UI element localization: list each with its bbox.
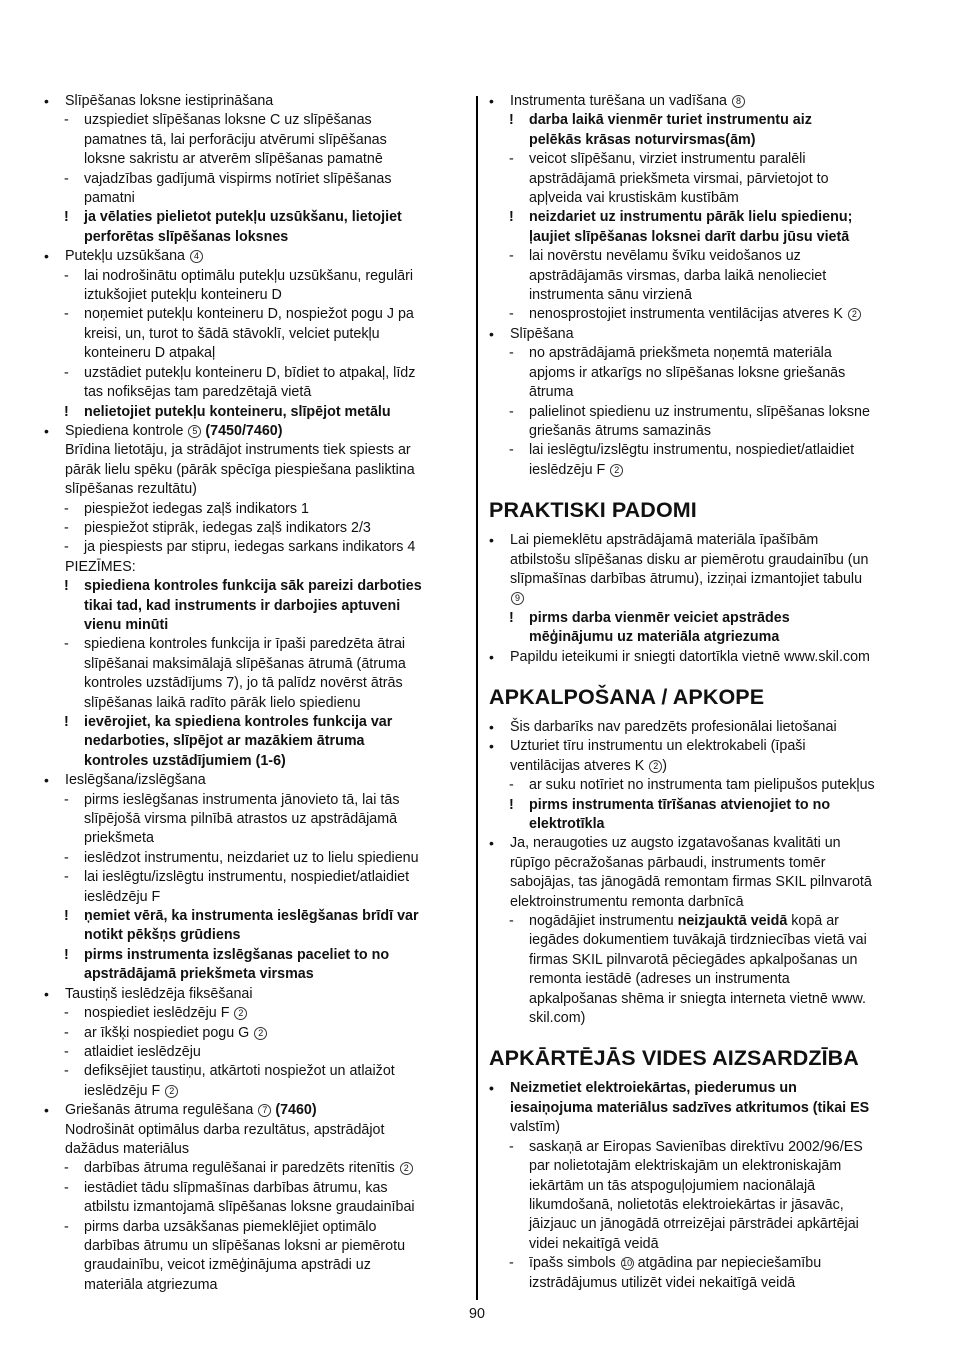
text-line bbox=[489, 718, 911, 737]
figure-ref-icon: 10 bbox=[622, 1258, 633, 1269]
line-text: ievērojiet, ka spiediena kontroles funkcija var bbox=[84, 714, 393, 730]
line-text: elektroinstrumentu remonta darbnīcā bbox=[510, 893, 744, 910]
line-text: vienu minūti bbox=[84, 616, 169, 633]
figure-ref-icon: 4 bbox=[190, 250, 203, 263]
text-line bbox=[44, 888, 466, 907]
line-text: spiediena kontroles funkcija ir īpaši paredzēta ātrai bbox=[84, 636, 406, 653]
text-line bbox=[44, 500, 466, 519]
text-line bbox=[44, 868, 466, 887]
text-line bbox=[44, 1121, 466, 1140]
left-column bbox=[44, 92, 466, 1295]
line-text: iestādiet tādu slīpmašīnas darbības ātrumu, kas bbox=[84, 1179, 388, 1196]
line-text: Ieslēgšana/izslēgšana bbox=[65, 772, 206, 789]
line-text: notikt pēkšņs grūdiens bbox=[84, 927, 241, 944]
line-text: pirms darba uzsākšanas piemeklējiet optimālo bbox=[84, 1218, 377, 1235]
line-text: no apstrādājamā priekšmeta noņemtā materiāla bbox=[529, 345, 832, 362]
text-line bbox=[44, 519, 466, 538]
line-text: lai ieslēgtu/izslēgtu instrumentu, nospiediet/atlaidiet bbox=[529, 442, 855, 459]
line-text: skil.com) bbox=[529, 1010, 586, 1027]
line-text: darba laikā vienmēr turiet instrumentu aiz bbox=[529, 112, 812, 129]
text-line bbox=[44, 1237, 466, 1256]
text-line bbox=[44, 1218, 466, 1237]
text-line bbox=[489, 970, 911, 989]
line-text: videi nekaitīgā veidā bbox=[529, 1235, 659, 1252]
line-text: Spiediena kontrole bbox=[65, 422, 184, 439]
figure-ref-icon: 9 bbox=[511, 592, 524, 605]
line-text: priekšmeta bbox=[84, 830, 154, 847]
warning-line bbox=[489, 111, 911, 130]
text-line bbox=[489, 854, 911, 873]
text-line bbox=[489, 815, 911, 834]
line-text: ar īkšķi nospiediet pogu G bbox=[84, 1024, 250, 1041]
line-text: pirms ieslēgšanas instrumenta jānovieto tā, lai tās bbox=[84, 791, 400, 808]
text-line bbox=[489, 951, 911, 970]
line-text: Instrumenta turēšana un vadīšana bbox=[510, 93, 727, 109]
line-tail: kopā ar bbox=[787, 913, 839, 930]
section-heading: PRAKTISKI PADOMI bbox=[489, 498, 697, 523]
figure-ref-icon: 8 bbox=[732, 95, 745, 108]
line-text: loksne sakristu ar atverēm slīpēšanas pamatnē bbox=[84, 151, 383, 168]
text-line bbox=[489, 589, 911, 608]
text-line bbox=[44, 985, 466, 1004]
text-line bbox=[44, 228, 466, 247]
line-text: Lai piemeklētu apstrādājamā materiāla īpašībām bbox=[510, 532, 819, 549]
text-line bbox=[489, 531, 911, 550]
text-line bbox=[44, 1062, 466, 1081]
line-suffix: ) bbox=[662, 757, 668, 774]
text-line bbox=[44, 1276, 466, 1295]
text-line bbox=[489, 150, 911, 169]
text-line bbox=[489, 189, 911, 208]
line-text: darbības ātrumu un slīpēšanas loksni ar piemērotu bbox=[84, 1237, 406, 1254]
line-text: iesaiņojuma materiālus sadzīves atkritumos bbox=[510, 1099, 809, 1116]
text-line bbox=[44, 1004, 466, 1023]
text-line bbox=[489, 228, 911, 247]
line-text: atlaidiet ieslēdzēju bbox=[84, 1043, 201, 1060]
text-line bbox=[489, 737, 911, 756]
text-line bbox=[44, 616, 466, 635]
line-text: veicot slīpēšanu, virziet instrumentu paralēli bbox=[529, 151, 806, 168]
figure-ref-icon: 5 bbox=[188, 425, 201, 438]
warning-line bbox=[489, 796, 911, 815]
warning-line bbox=[489, 208, 911, 227]
text-line bbox=[44, 674, 466, 693]
text-line bbox=[44, 791, 466, 810]
line-text: nenosprostojiet instrumenta ventilācijas atveres K bbox=[529, 306, 843, 323]
line-text: materiāla atgriezuma bbox=[84, 1276, 218, 1293]
line-text: nedarboties, slīpējot ar mazākiem ātruma bbox=[84, 733, 365, 750]
line-text: ieslēdzēju F bbox=[529, 461, 606, 478]
text-line bbox=[44, 364, 466, 383]
text-line bbox=[44, 810, 466, 829]
warning-line bbox=[44, 907, 466, 926]
warning-line bbox=[44, 713, 466, 732]
warning-line bbox=[44, 403, 466, 422]
text-line bbox=[489, 648, 911, 667]
line-text: Griešanās ātruma regulēšana bbox=[65, 1102, 254, 1119]
line-text: konteineru D atpakaļ bbox=[84, 345, 216, 362]
text-line bbox=[489, 873, 911, 892]
line-text: griešanās ātrums samazinās bbox=[529, 422, 711, 439]
text-line bbox=[44, 1140, 466, 1159]
text-line bbox=[44, 247, 466, 266]
text-line bbox=[44, 538, 466, 557]
text-line bbox=[44, 1082, 466, 1101]
line-text: iegādes dokumentiem tuvākajā tirdzniecības vietā vai bbox=[529, 932, 867, 949]
line-text: pirms instrumenta izslēgšanas paceliet to no bbox=[84, 946, 390, 963]
line-text: izstrādājumus utilizēt videi nekaitīgā veidā bbox=[529, 1274, 796, 1291]
line-text: tikai tad, kad instruments ir darbojies aptuveni bbox=[84, 597, 401, 614]
line-text: lai ieslēgtu/izslēgtu instrumentu, nospiediet/atlaidiet bbox=[84, 869, 410, 886]
text-line bbox=[489, 247, 911, 266]
line-text: pirms instrumenta tīrīšanas atvienojiet to no bbox=[529, 796, 831, 813]
text-line bbox=[44, 829, 466, 848]
line-text: slīpēšanas rezultātu) bbox=[65, 481, 197, 498]
text-line bbox=[44, 1024, 466, 1043]
line-text: pelēkās krāsas noturvirsmas(ām) bbox=[529, 131, 756, 148]
line-text: firmas SKIL pilnvarotā pēciegādes apkalpošanas un bbox=[529, 951, 858, 968]
text-line bbox=[44, 383, 466, 402]
line-text: ātruma bbox=[529, 384, 574, 401]
text-line bbox=[44, 771, 466, 790]
line-text: mēģinājumu uz materiāla atgriezuma bbox=[529, 629, 780, 646]
line-text: iztukšojiet putekļu konteineru D bbox=[84, 287, 282, 304]
text-line bbox=[489, 931, 911, 950]
text-line bbox=[489, 131, 911, 150]
text-line bbox=[44, 170, 466, 189]
line-text: vajadzības gadījumā vispirms notīriet slīpēšanas bbox=[84, 170, 392, 187]
text-line bbox=[44, 558, 466, 577]
text-line bbox=[489, 286, 911, 305]
line-text: piespiežot stiprāk, iedegas zaļš indikators 2/3 bbox=[84, 519, 371, 536]
text-line bbox=[489, 1215, 911, 1234]
line-text: ieslēdzot instrumentu, neizdariet uz to lielu spiedienu bbox=[84, 849, 419, 866]
line-text: Putekļu uzsūkšana bbox=[65, 248, 186, 265]
line-text: atbilstu izmantojamā slīpēšanas loksne graudainībai bbox=[84, 1199, 415, 1216]
text-line bbox=[44, 1256, 466, 1275]
line-text: nospiediet ieslēdzēju F bbox=[84, 1005, 230, 1022]
text-line bbox=[44, 150, 466, 169]
text-line bbox=[44, 1043, 466, 1062]
line-text: slīpmašīnas darbības ātrumu), izziņai izmantojiet tabulu bbox=[510, 570, 863, 587]
warning-line bbox=[44, 577, 466, 596]
line-text: piespiežot iedegas zaļš indikators 1 bbox=[84, 500, 309, 517]
text-line bbox=[489, 1274, 911, 1293]
text-line bbox=[489, 1254, 911, 1273]
line-text: dažādus materiālus bbox=[65, 1140, 189, 1157]
line-text: sabojājas, tas jānogādā remontam firmas SKIL pilnvarotā bbox=[510, 874, 872, 891]
text-line bbox=[489, 383, 911, 402]
line-text: Slīpēšanas loksne iestiprināšana bbox=[65, 93, 274, 109]
line-text: Slīpēšana bbox=[510, 325, 574, 342]
line-text: ventilācijas atveres K bbox=[510, 757, 645, 774]
section-heading: APKALPOŠANA / APKOPE bbox=[489, 684, 765, 709]
text-line bbox=[44, 111, 466, 130]
text-line bbox=[44, 694, 466, 713]
line-text: jāizjauc un jānogādā otrreizējai pārstrādei apkārtējai bbox=[529, 1216, 859, 1233]
line-text: nogādājiet instrumentu bbox=[529, 913, 678, 930]
line-text: apkalpošanas shēma ir sniegta interneta vietnē www. bbox=[529, 990, 866, 1007]
text-line bbox=[44, 732, 466, 751]
warning-line bbox=[44, 946, 466, 965]
figure-ref-icon: 2 bbox=[649, 760, 662, 773]
line-text: defiksējiet taustiņu, atkārtoti nospiežot un atlaižot bbox=[84, 1063, 395, 1080]
figure-ref-icon: 2 bbox=[165, 1085, 178, 1098]
figure-ref-icon: 2 bbox=[400, 1162, 413, 1175]
line-text: ļaujiet slīpēšanas loksnei darīt darbu jūsu vietā bbox=[529, 228, 850, 245]
line-text: ieslēdzēju F bbox=[84, 888, 161, 905]
line-text: kontroles uzstādījumiem (1-6) bbox=[84, 752, 286, 769]
line-text: pamatni bbox=[84, 190, 135, 207]
line-text: Papildu ieteikumi ir sniegti datortīkla vietnē www.skil.com bbox=[510, 648, 870, 665]
text-line bbox=[489, 1157, 911, 1176]
text-line bbox=[489, 364, 911, 383]
text-line bbox=[44, 1198, 466, 1217]
text-line bbox=[489, 305, 911, 324]
line-text: spiediena kontroles funkcija sāk pareizi darboties bbox=[84, 578, 422, 595]
line-text: remonta iestādē (adreses un instrumenta bbox=[529, 971, 790, 988]
line-text: ar suku notīriet no instrumenta tam pielipušos putekļus bbox=[529, 777, 875, 794]
text-line bbox=[489, 757, 911, 776]
text-line bbox=[489, 344, 911, 363]
text-line bbox=[489, 267, 911, 286]
line-text: valstīm) bbox=[510, 1119, 561, 1136]
line-text: uzspiediet slīpēšanas loksne C uz slīpēšanas bbox=[84, 112, 372, 129]
text-line bbox=[44, 1179, 466, 1198]
text-line bbox=[489, 422, 911, 441]
text-line bbox=[489, 1235, 911, 1254]
line-text: atbilstošu slīpēšanas disku ar piemērotu graudainību (un bbox=[510, 551, 869, 568]
text-line bbox=[489, 1196, 911, 1215]
page-number: 90 bbox=[469, 1306, 485, 1322]
text-line bbox=[489, 893, 911, 912]
line-text: Uzturiet tīru instrumentu un elektrokabeli (īpaši bbox=[510, 738, 806, 755]
text-line bbox=[489, 1099, 911, 1118]
text-line bbox=[489, 551, 911, 570]
line-text: kreisi, un, turot to šādā stāvoklī, velciet putekļu bbox=[84, 325, 380, 342]
line-suffix: neizjauktā veidā bbox=[677, 913, 788, 930]
text-line bbox=[44, 131, 466, 150]
text-line bbox=[44, 267, 466, 286]
text-line bbox=[44, 965, 466, 984]
line-text: palielinot spiedienu uz instrumentu, slīpēšanas loksne bbox=[529, 403, 870, 420]
line-text: par nolietotajām elektriskajām un elektroniskajām bbox=[529, 1158, 842, 1175]
line-suffix: (tikai ES bbox=[808, 1099, 870, 1116]
text-line bbox=[44, 461, 466, 480]
text-line bbox=[44, 305, 466, 324]
line-text: ja piespiests par stipru, iedegas sarkans indikators 4 bbox=[84, 539, 416, 556]
text-line bbox=[489, 912, 911, 931]
text-line bbox=[44, 325, 466, 344]
line-text: ņemiet vērā, ka instrumenta ieslēgšanas brīdī var bbox=[84, 908, 419, 925]
line-text: pārāk lielu spēku (pārāk spēcīga piespiešana pasliktina bbox=[65, 461, 415, 478]
line-text: Brīdina lietotāju, ja strādājot instruments tiek spiests ar bbox=[65, 442, 411, 459]
line-text: ja vēlaties pielietot putekļu uzsūkšanu, lietojiet bbox=[84, 209, 402, 226]
line-text: nelietojiet putekļu konteineru, slīpējot metālu bbox=[84, 403, 391, 420]
line-text: perforētas slīpēšanas loksnes bbox=[84, 228, 289, 245]
line-text: Taustiņš ieslēdzēja fiksēšanai bbox=[65, 985, 253, 1002]
line-text: apļveida vai krustiskām kustībām bbox=[529, 190, 739, 207]
text-line bbox=[44, 597, 466, 616]
right-column bbox=[489, 92, 911, 1293]
warning-line bbox=[44, 208, 466, 227]
line-suffix: atgādina par nepieciešamību bbox=[633, 1255, 822, 1272]
figure-ref-icon: 2 bbox=[610, 464, 623, 477]
line-text: tas nofiksējas tam paredzētajā vietā bbox=[84, 384, 312, 401]
line-text: pirms darba vienmēr veiciet apstrādes bbox=[529, 609, 790, 626]
text-line bbox=[44, 422, 466, 441]
text-line bbox=[489, 628, 911, 647]
line-text: uzstādiet putekļu konteineru D, bīdiet to atpakaļ, līdz bbox=[84, 364, 416, 381]
figure-ref-icon: 2 bbox=[848, 308, 861, 321]
line-text: apstrādājamā priekšmeta virsmai, pārvietojot to bbox=[529, 170, 829, 187]
line-text: graudainību, veicot izmēģinājuma apstrādi uz bbox=[84, 1257, 371, 1274]
text-line bbox=[44, 752, 466, 771]
text-line bbox=[44, 480, 466, 499]
text-line bbox=[489, 570, 911, 589]
column-divider bbox=[476, 96, 478, 1300]
line-text: noņemiet putekļu konteineru D, nospiežot pogu J pa bbox=[84, 306, 414, 323]
text-line bbox=[489, 441, 911, 460]
line-text: Neizmetiet elektroiekārtas, piederumus un bbox=[510, 1080, 797, 1097]
line-suffix: (7450/7460) bbox=[201, 422, 283, 439]
text-line bbox=[44, 926, 466, 945]
line-text: iekārtām un tās atspoguļojumiem nacionālajā bbox=[529, 1177, 816, 1194]
line-text: slīpēšanai maksimālajā slīpēšanas ātrumā (ātruma bbox=[84, 655, 406, 672]
warning-line bbox=[489, 609, 911, 628]
text-line bbox=[489, 1118, 911, 1137]
line-text: saskaņā ar Eiropas Savienības direktīvu 2002/96/ES bbox=[529, 1138, 863, 1155]
text-line bbox=[44, 189, 466, 208]
text-line bbox=[44, 344, 466, 363]
line-text: apstrādājamās virsmas, darba laikā nenolieciet bbox=[529, 267, 827, 284]
text-line bbox=[44, 441, 466, 460]
text-line bbox=[489, 1177, 911, 1196]
line-text: pamatnes tā, lai perforāciju atvērumi slīpēšanas bbox=[84, 131, 387, 148]
text-line bbox=[489, 1079, 911, 1098]
text-line bbox=[489, 1138, 911, 1157]
figure-ref-icon: 2 bbox=[254, 1027, 267, 1040]
text-line bbox=[44, 1159, 466, 1178]
line-text: kontroles uzstādījums 7), jo tā palīdz novērst ātrās bbox=[84, 675, 403, 692]
line-text: ieslēdzēju F bbox=[84, 1082, 161, 1099]
line-suffix: (7460) bbox=[271, 1102, 317, 1119]
text-line bbox=[44, 92, 466, 111]
line-text: Šis darbarīks nav paredzēts profesionālai lietošanai bbox=[510, 718, 837, 735]
text-line bbox=[489, 1009, 911, 1028]
text-line bbox=[44, 849, 466, 868]
line-text: PIEZĪMES: bbox=[65, 558, 136, 575]
text-line bbox=[489, 461, 911, 480]
line-text: lai novērstu nevēlamu švīku veidošanos uz bbox=[529, 248, 801, 265]
line-text: rūpīgo pēcražošanas pārbaudi, instruments tomēr bbox=[510, 854, 826, 871]
text-line bbox=[489, 92, 911, 111]
text-line bbox=[489, 990, 911, 1009]
line-text: apstrādājamā priekšmeta virsmas bbox=[84, 966, 314, 983]
line-text: lai nodrošinātu optimālu putekļu uzsūkšanu, regulāri bbox=[84, 267, 414, 284]
text-line bbox=[489, 325, 911, 344]
text-line bbox=[489, 776, 911, 795]
figure-ref-icon: 2 bbox=[234, 1007, 247, 1020]
line-text: slīpēšanas laikā radīto pārāk lielo spiedienu bbox=[84, 694, 361, 711]
line-text: slīpējošā virsma pilnībā atrastos uz apstrādājamā bbox=[84, 811, 398, 828]
line-text: īpašs simbols bbox=[529, 1255, 616, 1272]
text-line bbox=[44, 655, 466, 674]
line-text: Ja, neraugoties uz augsto izgatavošanas kvalitāti un bbox=[510, 835, 841, 852]
line-text: likumdošanā, nolietotās elektroiekārtas ir jāsavāc, bbox=[529, 1196, 844, 1213]
text-line bbox=[489, 170, 911, 189]
text-line bbox=[489, 834, 911, 853]
text-line bbox=[44, 286, 466, 305]
text-line bbox=[44, 1101, 466, 1120]
line-text: instrumenta sānu virzienā bbox=[529, 287, 692, 304]
text-line bbox=[44, 635, 466, 654]
figure-ref-icon: 7 bbox=[258, 1104, 271, 1117]
line-text: apjoms ir atkarīgs no slīpēšanas loksne griešanās bbox=[529, 364, 846, 381]
line-text: darbības ātruma regulēšanai ir paredzēts ritenītis bbox=[84, 1160, 395, 1177]
section-heading: APKĀRTĒJĀS VIDES AIZSARDZĪBA bbox=[489, 1046, 859, 1071]
line-text: Nodrošināt optimālus darba rezultātus, apstrādājot bbox=[65, 1121, 385, 1138]
line-text: elektrotīkla bbox=[529, 816, 605, 832]
text-line bbox=[489, 403, 911, 422]
line-text: neizdariet uz instrumentu pārāk lielu spiedienu; bbox=[529, 209, 853, 226]
